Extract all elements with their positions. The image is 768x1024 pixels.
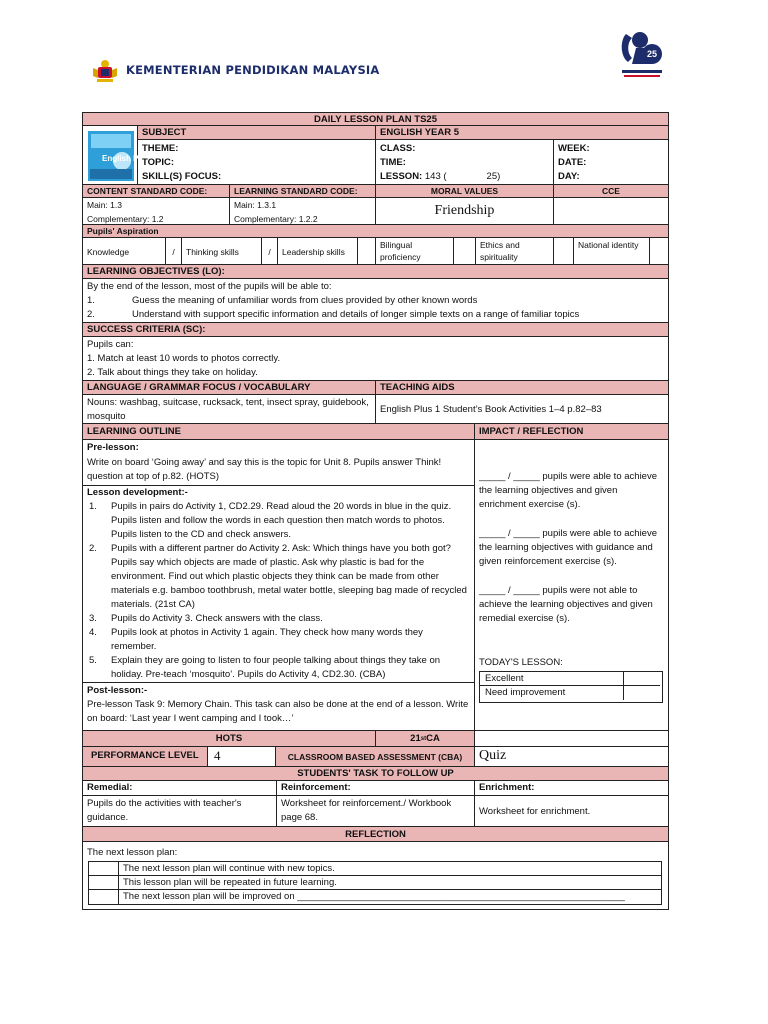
ca-value [474,730,668,747]
book-cover-title: English Plus 1 [102,154,157,163]
lo-item-num: 2. [87,309,95,320]
plan-title: DAILY LESSON PLAN TS25 [83,113,668,126]
week-label: WEEK: [558,143,590,154]
lesson-label: LESSON: [380,171,423,182]
ministry-name: KEMENTERIAN PENDIDIKAN MALAYSIA [126,63,380,77]
cce-value [553,198,668,225]
sc-item: 2. Talk about things they take on holiday. [87,367,258,378]
aids-label: TEACHING AIDS [375,381,668,395]
moral-values-label: MORAL VALUES [375,185,553,198]
lesson-development [83,485,474,682]
sc-label: SUCCESS CRITERIA (SC): [83,323,668,337]
remedial-label: Remedial: [83,781,276,796]
learning-main: Main: 1.3.1 [234,200,277,210]
aspiration-leadership: Leadership skills [277,238,357,265]
next-plan-label: The next lesson plan: [87,847,178,858]
sc-item: 1. Match at least 10 words to photos correctly. [87,353,281,364]
list-item: 3. Pupils do Activity 3. Check answers with the class. [89,613,323,624]
sc-cell [83,337,668,381]
post-lesson [83,682,474,727]
hots-label: HOTS [83,730,375,747]
checkbox-continue[interactable] [89,862,119,876]
checkbox-improve[interactable] [89,890,119,904]
next-plan-options [88,861,662,905]
book-cover-icon [88,131,157,181]
students-task-label: STUDENTS' TASK TO FOLLOW UP [83,767,668,781]
book-cover-cell [83,126,157,185]
lo-cell [83,279,668,323]
lesson-plan-table [82,112,669,910]
sc-intro: Pupils can: [87,339,134,350]
moral-value: Friendship [375,198,553,225]
pre-lesson-text: Write on board ‘Going away’ and say this is the topic for Unit 8. Pupils answer Think! question at top of p.82. (HOTS) [87,457,442,482]
topic-label: TOPIC: [142,157,175,168]
reflection-label: REFLECTION [83,827,668,842]
aspiration-ethics-mark [553,238,573,265]
post-lesson-text: Pre-lesson Task 9: Memory Chain. This task can also be done at the end of a lesson. Write on board: ‘Last year I went camping and I took…’ [87,699,469,724]
lesson-development-list [87,500,470,682]
enrichment-value: Worksheet for enrichment. [474,796,668,827]
time-label: TIME: [380,157,406,168]
malaysia-crest-icon [90,56,120,84]
todays-lesson-options [479,671,663,703]
performance-value: 4 [207,747,275,767]
lesson-number-2: 25) [486,171,501,182]
checkbox-excellent[interactable] [624,672,660,686]
language-value: Nouns: washbag, suitcase, rucksack, tent, insect spray, guidebook, mosquito [83,395,375,424]
class-label: CLASS: [380,143,416,154]
theme-topic-cell [138,140,375,185]
aspiration-row [83,238,668,265]
theme-label: THEME: [142,143,179,154]
option-repeat: This lesson plan will be repeated in future learning. [119,876,661,890]
aspiration-knowledge: Knowledge [87,246,130,257]
aspiration-leadership-mark [357,238,375,265]
list-item: 2. Pupils with a different partner do Activity 2. Ask: Which things have you both got? Pupils say which objects are made of plastic. Ask why plastic is bad for the environment. Find out which plastic objects they think can be made from other materials e.g. bamboo toothbrush, metal water bottle, sleeping bag made of recycled materials. (21st CA) [89,543,467,610]
aspiration-national: National identity [573,238,649,265]
date-label: DATE: [558,157,587,168]
list-item: 5. Explain they are going to listen to four people talking about things they take on holiday. Pre-teach ‘mosquito’. Pupils do Activity 4, CD2.30. (CBA) [89,655,441,680]
skills-label: SKILL(S) FOCUS: [142,171,222,182]
ts25-logo-icon [618,26,666,82]
reinforcement-label: Reinforcement: [276,781,474,796]
lo-item-text: Guess the meaning of unfamiliar words from clues provided by other known words [132,295,478,306]
aids-value: English Plus 1 Student’s Book Activities 1–4 p.82–83 [375,395,668,424]
option-need-improvement: Need improvement [480,686,624,700]
cba-value: Quiz [474,747,668,767]
logo-25-text: 25 [646,49,658,59]
pre-lesson-label: Pre-lesson: [87,442,139,453]
content-complementary: Complementary: 1.2 [87,214,164,224]
learning-standard-label: LEARNING STANDARD CODE: [229,185,375,198]
week-date-cell [553,140,668,185]
aspiration-thinking: Thinking skills [181,238,261,265]
outline-body [83,440,474,730]
list-item: 4. Pupils look at photos in Activity 1 again. They check how many words they remember. [89,627,423,652]
checkbox-need-improvement[interactable] [624,686,660,700]
post-lesson-label: Post-lesson:- [87,685,148,696]
content-standard-label: CONTENT STANDARD CODE: [83,185,229,198]
list-item: 1. Pupils in pairs do Activity 1, CD2.29. Read aloud the 20 words in blue in the quiz. Pupils listen and follow the words in each question then match words to photos. Pupils listen to the CD and check answers. [89,501,452,540]
enrichment-label: Enrichment: [474,781,668,796]
todays-lesson-label: TODAY'S LESSON: [479,657,563,668]
impact-item: _____ / _____ pupils were able to achieve the learning objectives and given enrichment exercise (s). [479,471,657,510]
class-time-cell [375,140,553,185]
content-main: Main: 1.3 [87,200,122,210]
lo-label: LEARNING OBJECTIVES (LO): [83,265,668,279]
option-improve: The next lesson plan will be improved on ______________________________________________________________ [123,891,625,902]
learning-standard-cell [229,198,375,225]
lo-item-text: Understand with support specific information and details of longer simple texts on a range of familiar topics [132,309,580,320]
lo-item [87,294,664,308]
aspiration-knowledge-mark: / [165,238,181,265]
impact-label: IMPACT / REFLECTION [474,424,668,440]
reinforcement-value: Worksheet for reinforcement./ Workbook page 68. [276,796,474,827]
lo-intro: By the end of the lesson, most of the pupils will be able to: [87,281,332,292]
remedial-value: Pupils do the activities with teacher's guidance. [83,796,276,827]
impact-item: _____ / _____ pupils were not able to achieve the learning objectives and given remedial exercise (s). [479,585,653,624]
option-continue: The next lesson plan will continue with new topics. [119,862,661,876]
cce-label: CCE [553,185,668,198]
subject-value: ENGLISH YEAR 5 [375,126,668,140]
content-standard-cell [83,198,229,225]
impact-body [474,440,668,730]
subject-label: SUBJECT [138,126,375,140]
aspiration-thinking-mark: / [261,238,277,265]
aspiration-ethics: Ethics and spirituality [475,238,553,265]
checkbox-repeat[interactable] [89,876,119,890]
impact-item: _____ / _____ pupils were able to achieve the learning objectives with guidance and given reinforcement exercise (s). [479,528,657,567]
ministry-header [90,56,380,84]
lo-item-num: 1. [87,295,95,306]
learning-complementary: Complementary: 1.2.2 [234,214,318,224]
aspiration-label: Pupils' Aspiration [83,225,668,238]
lo-item [87,308,664,322]
lesson-development-label: Lesson development:- [87,487,188,498]
performance-label: PERFORMANCE LEVEL [83,747,207,767]
cba-label: CLASSROOM BASED ASSESSMENT (CBA) [275,747,474,767]
aspiration-bilingual-mark [453,238,475,265]
aspiration-national-mark [649,238,668,265]
day-label: DAY: [558,171,580,182]
ca-label: 21 st CA [375,730,474,747]
outline-label: LEARNING OUTLINE [83,424,474,440]
lesson-number: 143 ( [424,171,447,182]
language-label: LANGUAGE / GRAMMAR FOCUS / VOCABULARY [83,381,375,395]
option-excellent: Excellent [480,672,624,686]
aspiration-bilingual: Bilingual proficiency [375,238,453,265]
